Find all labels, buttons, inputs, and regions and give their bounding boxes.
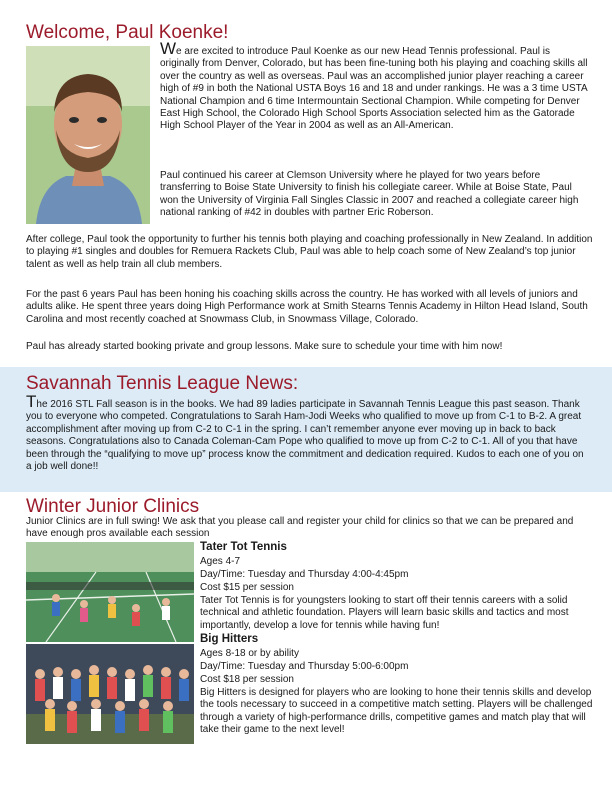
tater-tot-ages: Ages 4-7 [200, 556, 241, 567]
welcome-paragraph-3: After college, Paul took the opportunity to further his tennis both playing and coaching professionally in New Zealand. In addition to playing #1 singles and doubles for Remuera Rackets Club, Paul was able to help coach some of New Zealand’s top junior talent as well as help train all club members. [26, 234, 593, 270]
winter-intro: Junior Clinics are in full swing! We ask that you please call and register your child for clinics so that we can be prepared and have enough pros available each session [26, 516, 574, 540]
tater-tot-photo-graphic [26, 542, 194, 642]
league-paragraph [26, 392, 591, 473]
big-hitters-photo [26, 644, 194, 744]
big-hitters-photo-graphic [26, 644, 194, 744]
welcome-dropcap: W [160, 39, 177, 58]
big-hitters-ages: Ages 8-18 or by ability [200, 648, 299, 659]
league-paragraph-text: he 2016 STL Fall season is in the books. We had 89 ladies participate in Savannah Tennis League this past season. Thank you to everyone who competed. Congratulations to Sarah Ham-Jodi Weeks who qualified to move up from C-1 to B-2. A great accomplishment after moving up from C-2 to C-1 in the spring. I can’t remember anyone ever moving up in back to back seasons. Congratulations also to Canada Coleman-Cam Pope who qualified to move up from C-2 to C-1. All of you that have been through the “qualifying to move up” process know the commitment and dedication required. Kudos to each one of you on a job well done!! [26, 399, 584, 473]
league-dropcap: T [26, 392, 37, 411]
welcome-paragraph-4: For the past 6 years Paul has been honing his coaching skills across the country. He has worked with all levels of juniors and adults alike. He spent three years doing High Performance work at Smith Stearns Tennis Academy in Hilton Head Island, South Carolina and most recently coached at Snowmass Club, in Snowmass Village, Colorado. [26, 289, 588, 325]
tater-tot-photo [26, 542, 194, 642]
welcome-paragraph-1-text: e are excited to introduce Paul Koenke as our new Head Tennis professional. Paul is originally from Denver, Colorado, but has been fine-tuning both his playing and coaching skills all over the country as well as overseas. Paul was an accomplished junior player reaching a career high of #9 in both the National USTA Boys 16 and 18 and under rankings. He was a 3 time USTA National Champion and 6 time Intermountain Sectional Champion. While competing for Denver East High School, the Colorado High School Sports Association selected him as the Gatorade High School Player of the Year in 2004 as well as an All-American. [160, 46, 588, 132]
tater-tot-cost: Cost $15 per session [200, 582, 294, 593]
welcome-paragraph-2: Paul continued his career at Clemson University where he played for two years before transferring to Boise State University to finish his collegiate career. While at Boise State, Paul won the University of Virginia Fall Singles Classic in 2007 and reached a collegiate career high national ranking of #42 in doubles with partner Eric Roberson. [160, 170, 579, 219]
big-hitters-description: Big Hitters is designed for players who are looking to hone their tennis skills and develop the tools necessary to succeed in a competitive match setting. Players will be challenged through a variety of high-performance drills, competitive games and match play that will take their game to the next level! [200, 687, 593, 736]
big-hitters-title: Big Hitters [200, 633, 259, 645]
tater-tot-title: Tater Tot Tennis [200, 541, 287, 553]
league-heading: Savannah Tennis League News: [26, 373, 299, 394]
welcome-paragraph-1 [160, 39, 592, 133]
tater-tot-time: Day/Time: Tuesday and Thursday 4:00-4:45pm [200, 569, 409, 580]
tater-tot-description: Tater Tot Tennis is for youngsters looking to start off their tennis careers with a solid technical and athletic foundation. Players will learn basic skills and tactics and most importantly, develop a love for tennis while having fun! [200, 595, 569, 631]
coach-portrait-graphic [26, 46, 150, 224]
welcome-heading: Welcome, Paul Koenke! [26, 22, 229, 43]
big-hitters-cost: Cost $18 per session [200, 674, 294, 685]
welcome-paragraph-5: Paul has already started booking private and group lessons. Make sure to schedule your time with him now! [26, 341, 503, 352]
coach-portrait [26, 46, 150, 224]
big-hitters-time: Day/Time: Tuesday and Thursday 5:00-6:00pm [200, 661, 409, 672]
league-news-section [0, 367, 612, 492]
winter-clinics-heading: Winter Junior Clinics [26, 496, 200, 517]
